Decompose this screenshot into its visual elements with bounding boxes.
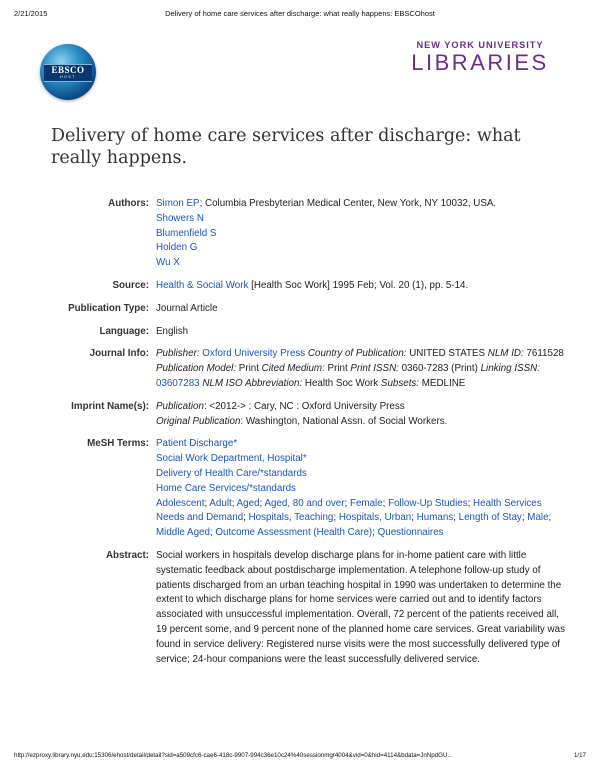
subsets-value: MEDLINE bbox=[421, 377, 466, 389]
imprint-publication-label: Publication bbox=[156, 400, 204, 412]
author-link[interactable]: Blumenfield S bbox=[156, 227, 217, 239]
author-link[interactable]: Showers N bbox=[156, 212, 204, 224]
mesh-term-link[interactable]: Hospitals, Urban bbox=[338, 512, 412, 524]
cited-medium-label: Cited Medium: bbox=[261, 363, 328, 375]
nyu-libraries-logo bbox=[410, 40, 550, 75]
subsets-label: Subsets: bbox=[380, 377, 422, 389]
record-details bbox=[0, 197, 600, 675]
mesh-term-link[interactable]: Middle Aged bbox=[156, 527, 210, 539]
country-label: Country of Publication: bbox=[305, 348, 410, 360]
iso-abbreviation-value: Health Soc Work bbox=[304, 377, 381, 389]
mesh-term-link[interactable]: Hospitals, Teaching bbox=[248, 512, 334, 524]
publication-model-label: Publication Model: bbox=[156, 363, 239, 375]
authors-label: Authors: bbox=[108, 198, 149, 209]
publication-model-value: Print bbox=[238, 363, 262, 375]
abstract-text: Social workers in hospitals develop discharge plans for in-home patient care with little systematic feedback about postdischarge implementation. A telephone follow-up study of patients discharged from an urban teaching hospital in 1990 was undertaken to determine the extent to which discharge plans for home services were carried out and to identify factors associated with unsuccessful implementation. Overall, 72 percent of the patients received all, 19 percent some, and 9 percent none of the planned home care services. Great variability was found in service delivery: Registered nurse visits were the most successfully delivered type of service; 24-hour companions were the least successfully delivered service. bbox=[156, 549, 565, 665]
publication-type-row bbox=[0, 302, 600, 317]
ebsco-logo-sub: HOST bbox=[60, 75, 76, 79]
mesh-term-link[interactable]: Patient Discharge* bbox=[156, 438, 238, 450]
author-line bbox=[156, 212, 566, 227]
country-value: UNITED STATES bbox=[409, 348, 488, 360]
mesh-term-link[interactable]: Follow-Up Studies bbox=[388, 497, 468, 509]
print-issn-label: Print ISSN: bbox=[350, 363, 402, 375]
authors-row bbox=[0, 197, 600, 271]
mesh-row bbox=[0, 437, 600, 541]
mesh-value bbox=[156, 437, 566, 541]
mesh-term-link[interactable]: Adult bbox=[209, 497, 232, 509]
publication-type-value: Journal Article bbox=[156, 302, 218, 314]
nyu-logo-top: NEW YORK UNIVERSITY bbox=[416, 40, 544, 50]
mesh-term-link[interactable]: Questionnaires bbox=[377, 527, 444, 539]
journal-info-value bbox=[156, 347, 566, 391]
print-header bbox=[14, 9, 586, 21]
source-value bbox=[156, 279, 566, 294]
author-line bbox=[156, 256, 566, 271]
imprint-original-line bbox=[156, 415, 566, 430]
author-link[interactable]: Wu X bbox=[156, 257, 180, 269]
print-date: 2/21/2015 bbox=[14, 9, 48, 18]
mesh-major-term bbox=[156, 482, 566, 497]
nlm-id-value: 7611528 bbox=[526, 348, 564, 360]
ebsco-logo-band bbox=[44, 64, 92, 82]
author-line bbox=[156, 241, 566, 256]
mesh-term-link[interactable]: Social Work Department, Hospital* bbox=[156, 453, 307, 465]
imprint-publication-value: : <2012-> : Cary, NC : Oxford University Press bbox=[203, 400, 405, 412]
source-journal-link[interactable]: Health & Social Work bbox=[156, 279, 249, 291]
publisher-label: Publisher: bbox=[156, 348, 203, 360]
mesh-term-link[interactable]: Adolescent bbox=[156, 497, 205, 509]
mesh-label: MeSH Terms: bbox=[87, 438, 149, 450]
mesh-term-link[interactable]: Outcome Assessment (Health Care) bbox=[215, 527, 373, 539]
mesh-term-link[interactable]: Humans bbox=[416, 512, 454, 524]
linking-issn-link[interactable]: 03607283 bbox=[156, 377, 200, 389]
author-affiliation: ; Columbia Presbyterian Medical Center, New York, NY 10032, USA. bbox=[199, 198, 497, 209]
ebsco-host-logo[interactable] bbox=[40, 44, 96, 100]
nlm-id-label: NLM ID: bbox=[487, 348, 527, 360]
iso-abbreviation-label: NLM ISO Abbreviation: bbox=[199, 377, 305, 389]
imprint-label: Imprint Name(s): bbox=[71, 400, 149, 412]
print-page-title: Delivery of home care services after discharge: what really happens: EBSCOhost bbox=[165, 9, 435, 18]
article-title: Delivery of home care services after discharge: what really happens. bbox=[51, 126, 521, 168]
nyu-logo-main: LIBRARIES bbox=[411, 50, 549, 75]
abstract-row bbox=[0, 549, 600, 667]
author-line bbox=[156, 227, 566, 242]
mesh-major-term bbox=[156, 467, 566, 482]
print-footer-url: http://ezproxy.library.nyu.edu:15306/ehost/detail/detail?sid=a509cfc6-cae6-418c-9907-994c36e10c24%40sessionmgr4004&vid=0&hid=4114&bdata=JnNpdGU... bbox=[14, 752, 453, 759]
mesh-term-link[interactable]: Health Services Needs and Demand bbox=[156, 497, 542, 524]
imprint-value bbox=[156, 400, 566, 430]
author-link[interactable]: Simon EP bbox=[156, 198, 200, 209]
imprint-publication-line bbox=[156, 400, 566, 415]
print-footer bbox=[14, 752, 586, 764]
mesh-term-link[interactable]: Female bbox=[349, 497, 383, 509]
abstract-label: Abstract: bbox=[105, 549, 149, 561]
language-value: English bbox=[156, 325, 189, 337]
mesh-minor-terms: Adolescent; Adult; Aged; Aged, 80 and over; Female; Follow-Up Studies; Health Services Needs and Demand; Hospitals, Teaching; Hospitals, Urban; Humans; Length of Stay; Male; Middle Aged; Outcome Assessment (Health Care); Questionnaires bbox=[156, 497, 552, 539]
mesh-term-link[interactable]: Delivery of Health Care/*standards bbox=[156, 467, 307, 479]
mesh-term-link[interactable]: Male bbox=[527, 512, 549, 524]
author-link[interactable]: Holden G bbox=[156, 242, 198, 254]
journal-info-label: Journal Info: bbox=[89, 348, 149, 360]
source-citation: [Health Soc Work] 1995 Feb; Vol. 20 (1), pp. 5-14. bbox=[248, 279, 469, 291]
ebsco-logo-word: EBSCO bbox=[51, 65, 85, 75]
author-line-1 bbox=[156, 197, 566, 212]
imprint-original-label: Original Publication bbox=[156, 415, 241, 427]
linking-issn-label: Linking ISSN: bbox=[477, 363, 540, 375]
journal-info-row bbox=[0, 347, 600, 391]
mesh-major-term bbox=[156, 452, 566, 467]
print-page-number: 1/17 bbox=[573, 752, 586, 759]
imprint-row bbox=[0, 400, 600, 430]
mesh-major-term bbox=[156, 437, 566, 452]
print-issn-value: 0360-7283 (Print) bbox=[401, 363, 478, 375]
mesh-term-link[interactable]: Aged bbox=[236, 497, 260, 509]
source-label: Source: bbox=[112, 279, 149, 291]
language-row bbox=[0, 325, 600, 340]
language-label: Language: bbox=[99, 325, 149, 337]
mesh-term-link[interactable]: Home Care Services/*standards bbox=[156, 482, 296, 494]
mesh-term-link[interactable]: Length of Stay bbox=[458, 512, 522, 524]
publisher-link[interactable]: Oxford University Press bbox=[202, 348, 306, 360]
imprint-original-value: : Washington, National Assn. of Social Workers. bbox=[240, 415, 448, 427]
cited-medium-value: Print bbox=[327, 363, 351, 375]
publication-type-label: Publication Type: bbox=[68, 302, 149, 314]
authors-value bbox=[156, 197, 566, 271]
mesh-term-link[interactable]: Aged, 80 and over bbox=[264, 497, 345, 509]
source-row bbox=[0, 279, 600, 294]
